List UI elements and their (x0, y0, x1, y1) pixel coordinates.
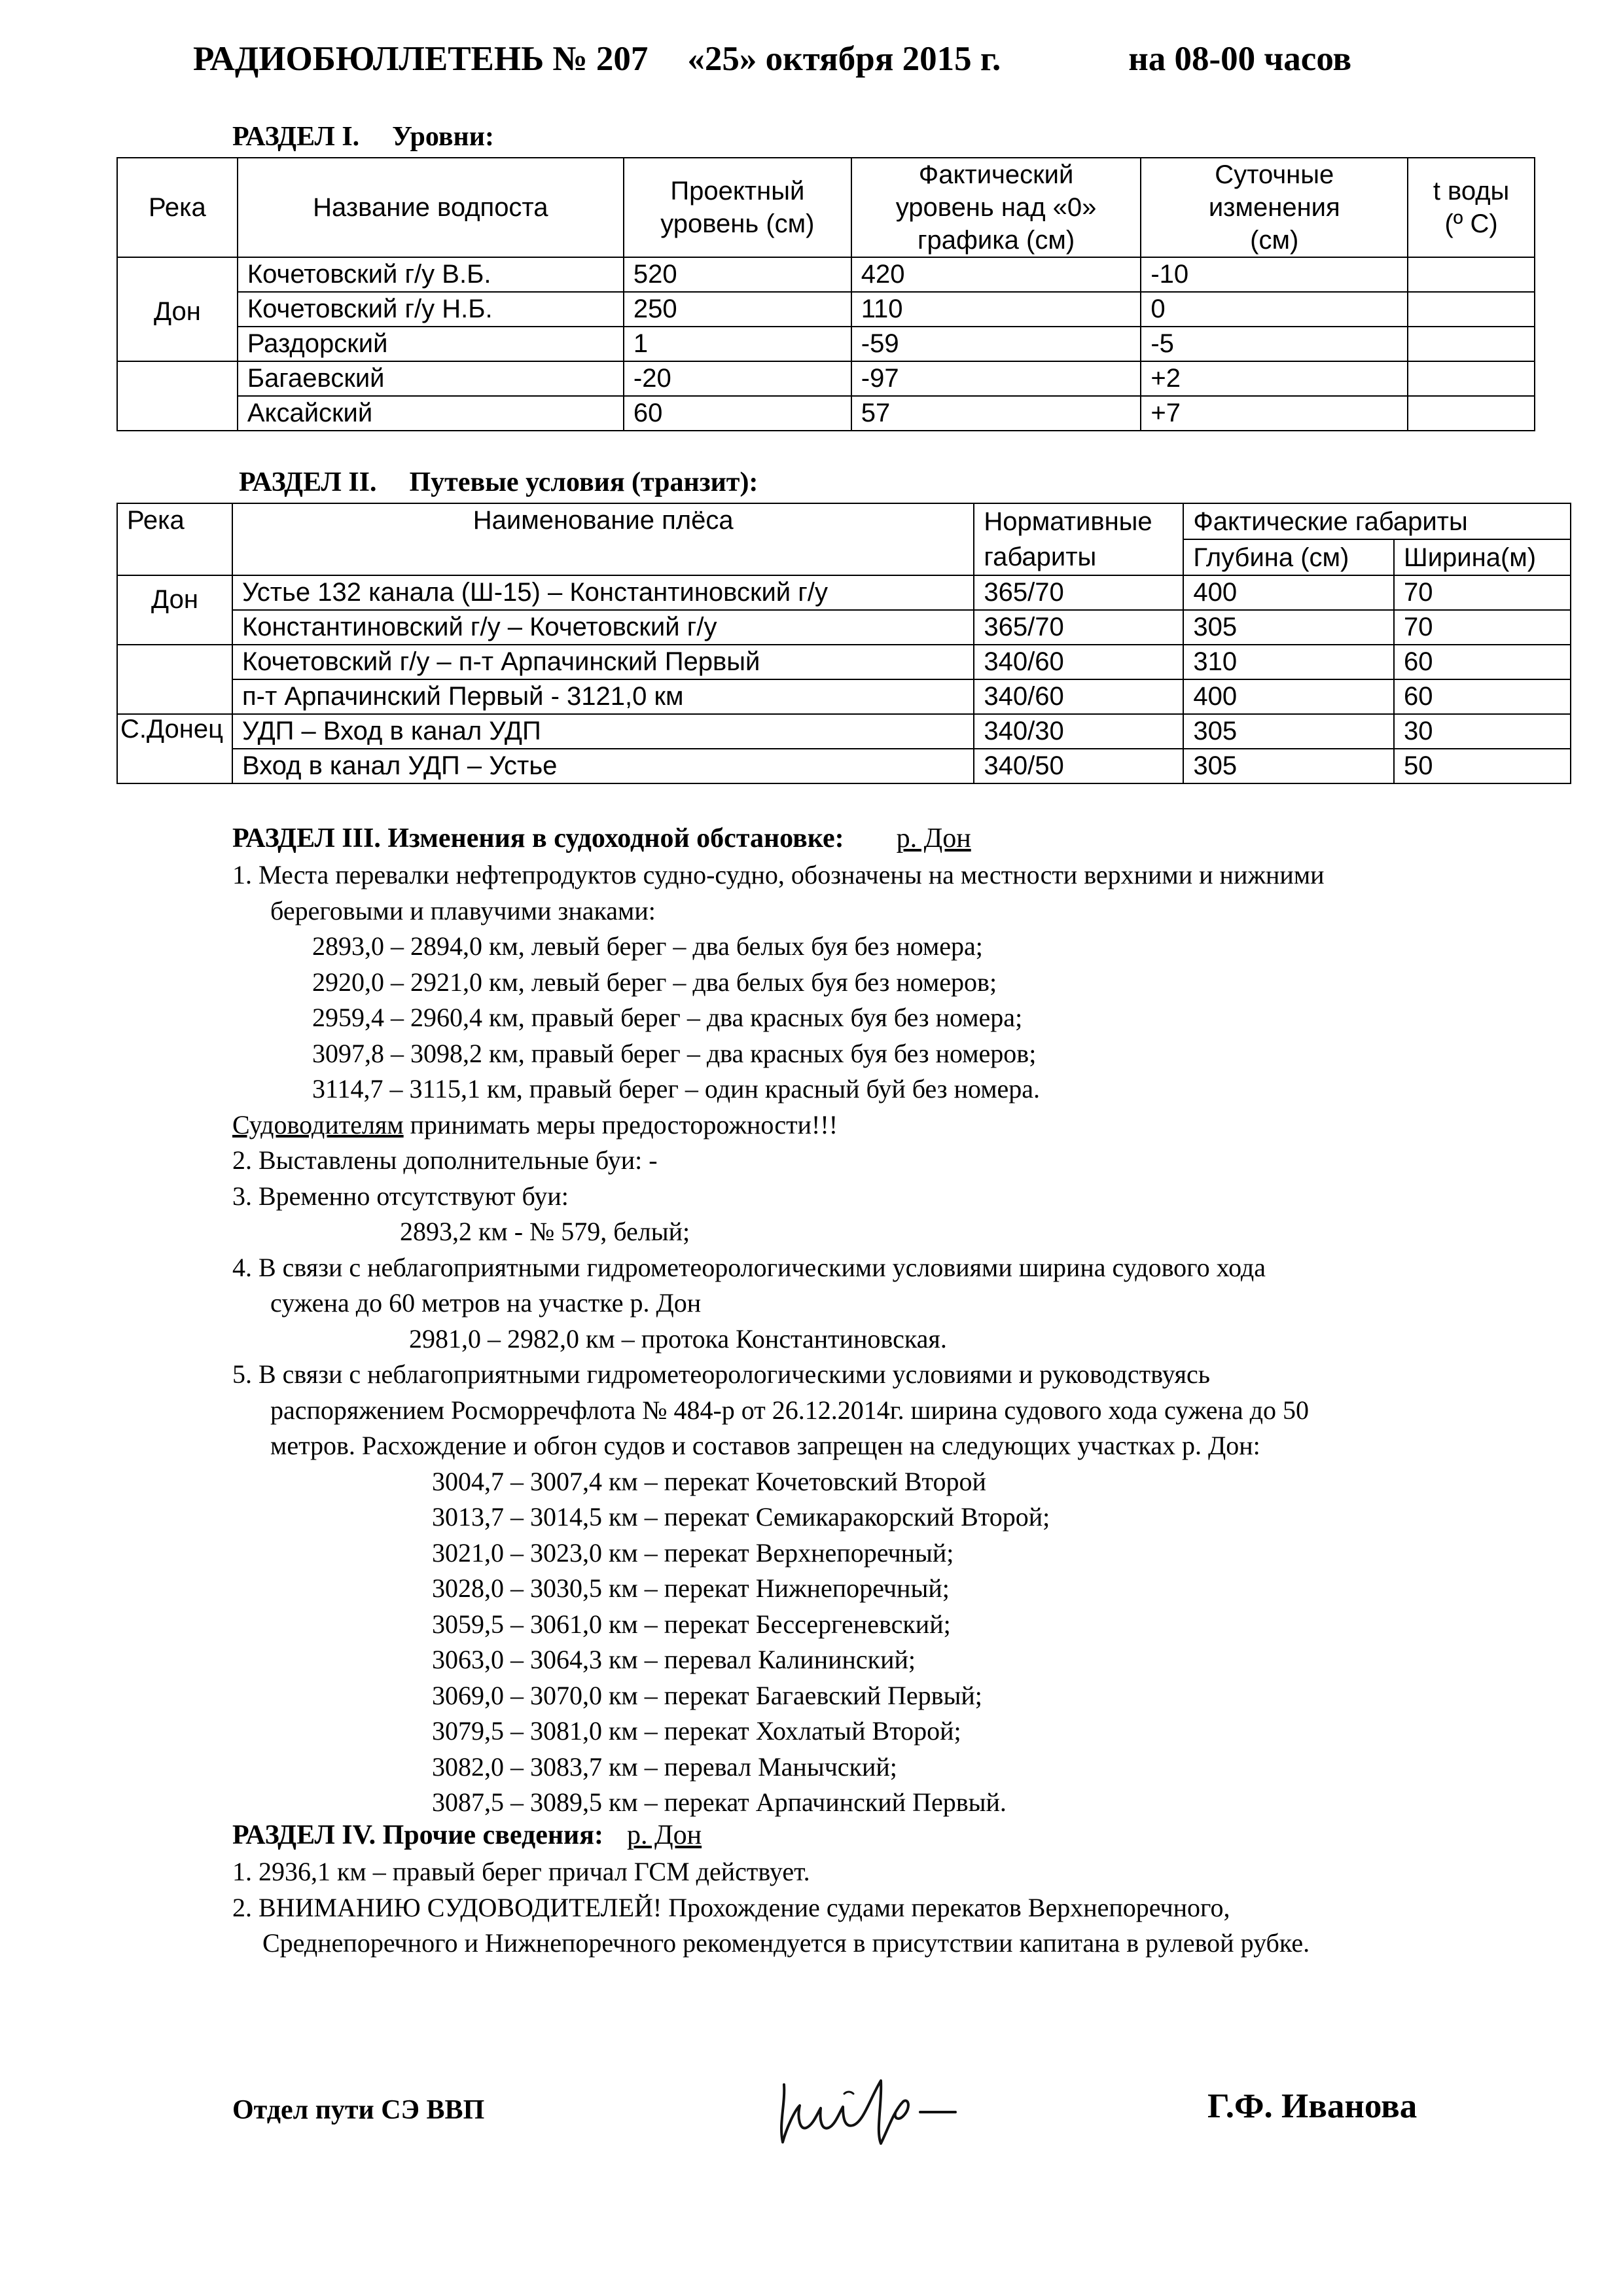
col-actual: Фактические габариты (1183, 503, 1571, 539)
table-row (117, 714, 1571, 749)
col-river: Река (117, 158, 238, 257)
list-item: 3079,5 – 3081,0 км – перекат Хохлатый Второй; (432, 1716, 961, 1746)
section1-number: РАЗДЕЛ I. (232, 122, 360, 152)
water-temp (1408, 257, 1535, 292)
actual-level: 110 (851, 292, 1141, 327)
section2-heading (239, 467, 758, 498)
list-item: 3021,0 – 3023,0 км – перекат Верхнепоречный; (432, 1537, 954, 1568)
list-item: 3087,5 – 3089,5 км – перекат Арпачинский Первый. (432, 1787, 1007, 1817)
list-item: 3114,7 – 3115,1 км, правый берег – один красный буй без номера. (312, 1074, 1041, 1103)
norm-value: 340/30 (974, 714, 1183, 749)
col-depth: Глубина (см) (1183, 539, 1394, 575)
table-row (117, 749, 1571, 783)
s4-item1: 1. 2936,1 км – правый берег причал ГСМ действует. (232, 1857, 810, 1886)
table-row (117, 361, 1535, 396)
river-cell-empty (117, 361, 238, 431)
col-width: Ширина(м) (1394, 539, 1571, 575)
levels-header-row (117, 158, 1535, 257)
s3-item4-cont: сужена до 60 метров на участке р. Дон (270, 1288, 702, 1318)
s3-item4: 4. В связи с неблагоприятными гидрометеорологическими условиями ширина судового хода (232, 1252, 1266, 1282)
norm-value: 365/70 (974, 610, 1183, 645)
list-item: 2893,2 км - № 579, белый; (400, 1217, 690, 1246)
table-row (117, 679, 1571, 714)
table-row (117, 257, 1535, 292)
norm-value: 365/70 (974, 575, 1183, 610)
depth-value: 400 (1183, 575, 1394, 610)
section3-heading (232, 823, 971, 854)
list-item: 3082,0 – 3083,7 км – перевал Манычский; (432, 1751, 897, 1782)
river-cell: С.Донец (117, 714, 232, 783)
caution-underlined: Судоводителям (232, 1109, 404, 1139)
table-row (117, 610, 1571, 645)
norm-value: 340/50 (974, 749, 1183, 783)
reach-name: УДП – Вход в канал УДП (232, 714, 974, 749)
post-name: Раздорский (238, 327, 624, 361)
design-level: 60 (624, 396, 851, 431)
reach-name: Кочетовский г/у – п-т Арпачинский Первый (232, 645, 974, 679)
width-value: 60 (1394, 679, 1571, 714)
section4-river: р. Дон (626, 1820, 702, 1850)
width-value: 30 (1394, 714, 1571, 749)
s4-item2: 2. ВНИМАНИЮ СУДОВОДИТЕЛЕЙ! Прохождение судами перекатов Верхнепоречного, (232, 1892, 1230, 1922)
section3-river: р. Дон (896, 823, 971, 853)
design-level: 1 (624, 327, 851, 361)
actual-level: -97 (851, 361, 1141, 396)
list-item: 3097,8 – 3098,2 км, правый берег – два красных буя без номеров; (312, 1038, 1037, 1068)
depth-value: 310 (1183, 645, 1394, 679)
bulletin-number: РАДИОБЮЛЛЕТЕНЬ № 207 (193, 40, 649, 78)
bulletin-time: на 08-00 часов (1128, 40, 1352, 78)
list-item: 2981,0 – 2982,0 км – протока Константиновская. (409, 1323, 947, 1354)
post-name: Кочетовский г/у В.Б. (238, 257, 624, 292)
daily-change: -10 (1141, 257, 1408, 292)
section2-number: РАЗДЕЛ II. (239, 467, 377, 497)
s3-item5: 5. В связи с неблагоприятными гидрометеорологическими условиями и руководствуясь (232, 1359, 1210, 1389)
section1-heading (232, 121, 494, 152)
s4-item2-cont: Среднепоречного и Нижнепоречного рекомендуется в присутствии капитана в рулевой рубке. (262, 1928, 1310, 1958)
s3-item3: 3. Временно отсутствуют буи: (232, 1181, 569, 1211)
daily-change: 0 (1141, 292, 1408, 327)
depth-value: 305 (1183, 610, 1394, 645)
post-name: Аксайский (238, 396, 624, 431)
reach-name: Устье 132 канала (Ш-15) – Константиновский г/у (232, 575, 974, 610)
section4-title: РАЗДЕЛ IV. Прочие сведения: (232, 1820, 603, 1850)
s3-item1-list (232, 929, 1325, 1107)
post-name: Кочетовский г/у Н.Б. (238, 292, 624, 327)
depth-value: 305 (1183, 749, 1394, 783)
list-item: 3069,0 – 3070,0 км – перекат Багаевский Первый; (432, 1680, 982, 1710)
width-value: 70 (1394, 610, 1571, 645)
caution-rest: принимать меры предосторожности!!! (403, 1109, 838, 1139)
table-row (117, 575, 1571, 610)
depth-value: 400 (1183, 679, 1394, 714)
daily-change: +7 (1141, 396, 1408, 431)
s3-item1: 1. Места перевалки нефтепродуктов судно-судно, обозначены на местности верхними и нижними (232, 860, 1325, 889)
col-post: Название водпоста (238, 158, 624, 257)
actual-level: 57 (851, 396, 1141, 431)
design-level: 250 (624, 292, 851, 327)
width-value: 60 (1394, 645, 1571, 679)
s3-item5-cont: распоряжением Росморречфлота № 484-р от 26.12.2014г. ширина судового хода сужена до 50 (270, 1395, 1310, 1425)
col-norm: Нормативные габариты (974, 503, 1183, 575)
water-temp (1408, 327, 1535, 361)
section3-body (232, 857, 1325, 1821)
design-level: 520 (624, 257, 851, 292)
s3-item5-list (232, 1464, 1325, 1821)
table-row (117, 292, 1535, 327)
signatory-name: Г.Ф. Иванова (1207, 2087, 1418, 2125)
daily-change: +2 (1141, 361, 1408, 396)
bulletin-title (193, 39, 1351, 79)
section2-title: Путевые условия (транзит): (409, 467, 758, 497)
river-cell: Дон (117, 575, 232, 645)
section1-title: Уровни: (392, 122, 494, 152)
design-level: -20 (624, 361, 851, 396)
s3-item5-cont2: метров. Расхождение и обгон судов и составов запрещен на следующих участках р. Дон: (270, 1431, 1260, 1460)
department-name: Отдел пути СЭ ВВП (232, 2095, 485, 2125)
river-cell-empty (117, 645, 232, 714)
col-daily-change: Суточные изменения (см) (1141, 158, 1408, 257)
list-item: 3028,0 – 3030,5 км – перекат Нижнепоречный; (432, 1573, 950, 1603)
table-row (117, 327, 1535, 361)
reach-name: Константиновский г/у – Кочетовский г/у (232, 610, 974, 645)
actual-level: 420 (851, 257, 1141, 292)
norm-value: 340/60 (974, 645, 1183, 679)
river-cell: Дон (117, 257, 238, 361)
col-river: Река (117, 503, 232, 575)
post-name: Багаевский (238, 361, 624, 396)
section4-heading (232, 1820, 702, 1851)
s3-item2: 2. Выставлены дополнительные буи: - (232, 1145, 658, 1175)
col-design-level: Проектный уровень (см) (624, 158, 851, 257)
list-item: 2920,0 – 2921,0 км, левый берег – два белых буя без номеров; (312, 967, 997, 997)
width-value: 50 (1394, 749, 1571, 783)
levels-table (116, 157, 1535, 431)
list-item: 2893,0 – 2894,0 км, левый берег – два белых буя без номера; (312, 931, 983, 961)
water-temp (1408, 292, 1535, 327)
section3-title: РАЗДЕЛ III. Изменения в судоходной обстановке: (232, 823, 844, 853)
handwritten-signature-icon (766, 2065, 988, 2157)
section4-body (232, 1854, 1310, 1962)
table-row (117, 396, 1535, 431)
reach-name: п-т Арпачинский Первый - 3121,0 км (232, 679, 974, 714)
actual-level: -59 (851, 327, 1141, 361)
daily-change: -5 (1141, 327, 1408, 361)
list-item: 3004,7 – 3007,4 км – перекат Кочетовский Второй (432, 1466, 986, 1496)
reach-name: Вход в канал УДП – Устье (232, 749, 974, 783)
bulletin-date: «25» октября 2015 г. (687, 40, 1001, 78)
depth-value: 305 (1183, 714, 1394, 749)
width-value: 70 (1394, 575, 1571, 610)
list-item: 3013,7 – 3014,5 км – перекат Семикаракорский Второй; (432, 1502, 1050, 1532)
s3-item1-cont: береговыми и плавучими знаками: (270, 895, 656, 925)
transit-table (116, 503, 1571, 784)
norm-value: 340/60 (974, 679, 1183, 714)
list-item: 3059,5 – 3061,0 км – перекат Бессергеневский; (432, 1609, 951, 1639)
water-temp (1408, 361, 1535, 396)
col-actual-level: Фактический уровень над «0» графика (см) (851, 158, 1141, 257)
col-water-temp: t воды (º С) (1408, 158, 1535, 257)
water-temp (1408, 396, 1535, 431)
list-item: 2959,4 – 2960,4 км, правый берег – два красных буя без номера; (312, 1003, 1023, 1032)
table-row (117, 645, 1571, 679)
list-item: 3063,0 – 3064,3 км – перевал Калининский; (432, 1645, 916, 1674)
col-reach: Наименование плёса (232, 503, 974, 575)
transit-header-row-1 (117, 503, 1571, 539)
s3-caution (232, 1107, 1325, 1143)
